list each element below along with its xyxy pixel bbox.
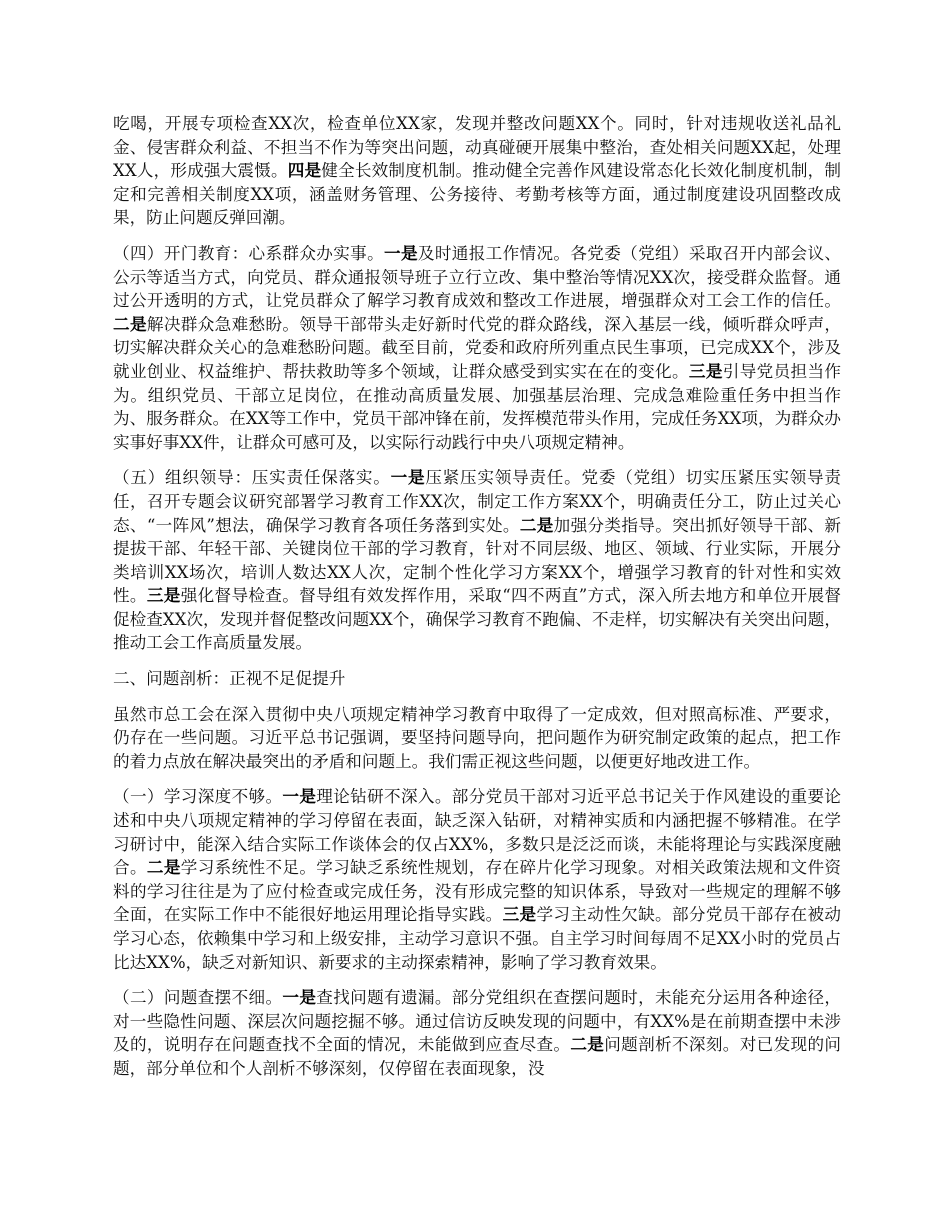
text-segment: 强化督导检查。督导组有效发挥作用，采取“四不两直”方式，深入所去地方和单位开展督促检查XX次，发现并督促整改问题XX个，确保学习教育不跑偏、不走样，切实解决有关突出问题，推动工会工作高质量发展。 bbox=[113, 586, 841, 653]
text-segment: 压紧压实领导责任。党委（党组）切实压紧压实领导责任，召开专题会议研究部署学习教育工作XX次，制定工作方案XX个，明确责任分工，防止过关心态、“一阵风”想法，确保学习教育各项任务落到实处。 bbox=[113, 468, 842, 535]
text-segment: 健全长效制度机制。推动健全完善作风建设常态化长效化制度机制，制定和完善相关制度XX项，涵盖财务管理、公务接待、考勤考核等方面，通过制度建设巩固整改成果，防止问题反弹回潮。 bbox=[113, 161, 842, 228]
bold-marker-3: 三是 bbox=[502, 904, 537, 925]
text-segment: （四）开门教育：心系群众办实事。 bbox=[113, 243, 385, 263]
bold-marker-2: 二是 bbox=[113, 313, 147, 334]
text-segment: 吃喝，开展专项检查XX次，检查单位XX家，发现并整改问题XX个。同时，针对违规收送礼品礼金、侵害群众利益、不担当不作为等突出问题，动真碰硬开展集中整治，查处相关问题XX起，处理XX人，形成强大震慑。 bbox=[113, 114, 841, 181]
heading-text: 二、问题剖析：正视不足促提升 bbox=[113, 669, 346, 689]
text-segment: 及时通报工作情况。各党委（党组）采取召开内部会议、公示等适当方式，向党员、群众通报领导班子立行立改、集中整治等情况XX次，接受群众监督。通过公开透明的方式，让党员群众了解学习教育成效和整改工作进展，增强群众对工会工作的信任。 bbox=[113, 243, 842, 311]
text-segment: 学习系统性不足。学习缺乏系统性规划，存在碎片化学习现象。对相关政策法规和文件资料的学习往往是为了应付检查或完成任务，没有形成完整的知识体系，导致对一些规定的理解不够全面，在实际工作中不能很好地运用理论指导实践。 bbox=[113, 858, 842, 925]
text-segment: 加强分类指导。突出抓好领导干部、新提拔干部、年轻干部、关键岗位干部的学习教育，针对不同层级、地区、领域、行业实际，开展分类培训XX场次，培训人数达XX人次，定制个性化学习方案XX个，增强学习教育的针对性和实效性。 bbox=[113, 515, 842, 606]
paragraph-problem-check bbox=[113, 986, 841, 1080]
text-segment: 问题剖析不深刻。对已发现的问题，部分单位和个人剖析不够深刻，仅停留在表面现象，没 bbox=[113, 1035, 842, 1078]
bold-marker-1: 一是 bbox=[282, 987, 317, 1008]
text-segment: （二）问题查摆不细。 bbox=[113, 988, 283, 1008]
bold-marker-1: 一是 bbox=[282, 786, 317, 807]
section-heading-problem-analysis bbox=[113, 667, 841, 691]
text-segment: 学习主动性欠缺。部分党员干部存在被动学习心态，依赖集中学习和上级安排，主动学习意识不强。自主学习时间每周不足XX小时的党员占比达XX%，缺乏对新知识、新要求的主动探索精神，影响了学习教育效果。 bbox=[113, 905, 842, 972]
text-segment: （五）组织领导：压实责任保落实。 bbox=[113, 468, 391, 488]
text-segment: 理论钻研不深入。部分党员干部对习近平总书记关于作风建设的重要论述和中央八项规定精神的学习停留在表面，缺乏深入钻研，对精神实质和内涵把握不够精准。在学习研讨中，能深入结合实际工作谈体会的仅占XX%，多数只是泛泛而谈，未能将理论与实践深度融合。 bbox=[113, 787, 842, 878]
text-segment: （一）学习深度不够。 bbox=[113, 787, 283, 807]
bold-marker-3: 三是 bbox=[688, 360, 723, 381]
text-segment: 解决群众急难愁盼。领导干部带头走好新时代党的群众路线，深入基层一线，倾听群众呼声，切实解决群众关心的急难愁盼问题。截至目前，党委和政府所列重点民生事项，已完成XX个，涉及就业创业、权益维护、帮扶救助等多个领域，让群众感受到实实在在的变化。 bbox=[113, 314, 842, 381]
paragraph-open-education bbox=[113, 242, 841, 454]
paragraph-organizational-leadership bbox=[113, 466, 841, 655]
bold-marker-2: 二是 bbox=[570, 1034, 605, 1055]
bold-marker-2: 二是 bbox=[519, 514, 554, 535]
document-page bbox=[113, 112, 841, 1093]
text-segment: 查找问题有遗漏。部分党组织在查摆问题时，未能充分运用各种途径，对一些隐性问题、深层次问题挖掘不够。通过信访反映发现的问题中，有XX%是在前期查摆中未涉及的，说明存在问题查找不全面的情况，未能做到应查尽查。 bbox=[113, 988, 842, 1055]
paragraph-problem-intro bbox=[113, 703, 841, 774]
bold-marker-1: 一是 bbox=[390, 467, 426, 488]
bold-marker-2: 二是 bbox=[146, 857, 181, 878]
text-segment: 引导党员担当作为。组织党员、干部立足岗位，在推动高质量发展、加强基层治理、完成急难险重任务中担当作为、服务群众。在XX等工作中，党员干部冲锋在前，发挥模范带头作用，完成任务XX项，为群众办实事好事XX件，让群众可感可及，以实际行动践行中央八项规定精神。 bbox=[113, 361, 842, 452]
bold-marker-3: 三是 bbox=[146, 585, 181, 606]
bold-marker-4: 四是 bbox=[287, 160, 322, 181]
text-segment: 虽然市总工会在深入贯彻中央八项规定精神学习教育中取得了一定成效，但对照高标准、严要求，仍存在一些问题。习近平总书记强调，要坚持问题导向，把问题作为研究制定政策的起点，把工作的着力点放在解决最突出的矛盾和问题上。我们需正视这些问题，以便更好地改进工作。 bbox=[113, 704, 841, 771]
bold-marker-1: 一是 bbox=[384, 242, 418, 263]
paragraph-learning-depth bbox=[113, 785, 841, 974]
paragraph-rectification-continued bbox=[113, 112, 841, 230]
